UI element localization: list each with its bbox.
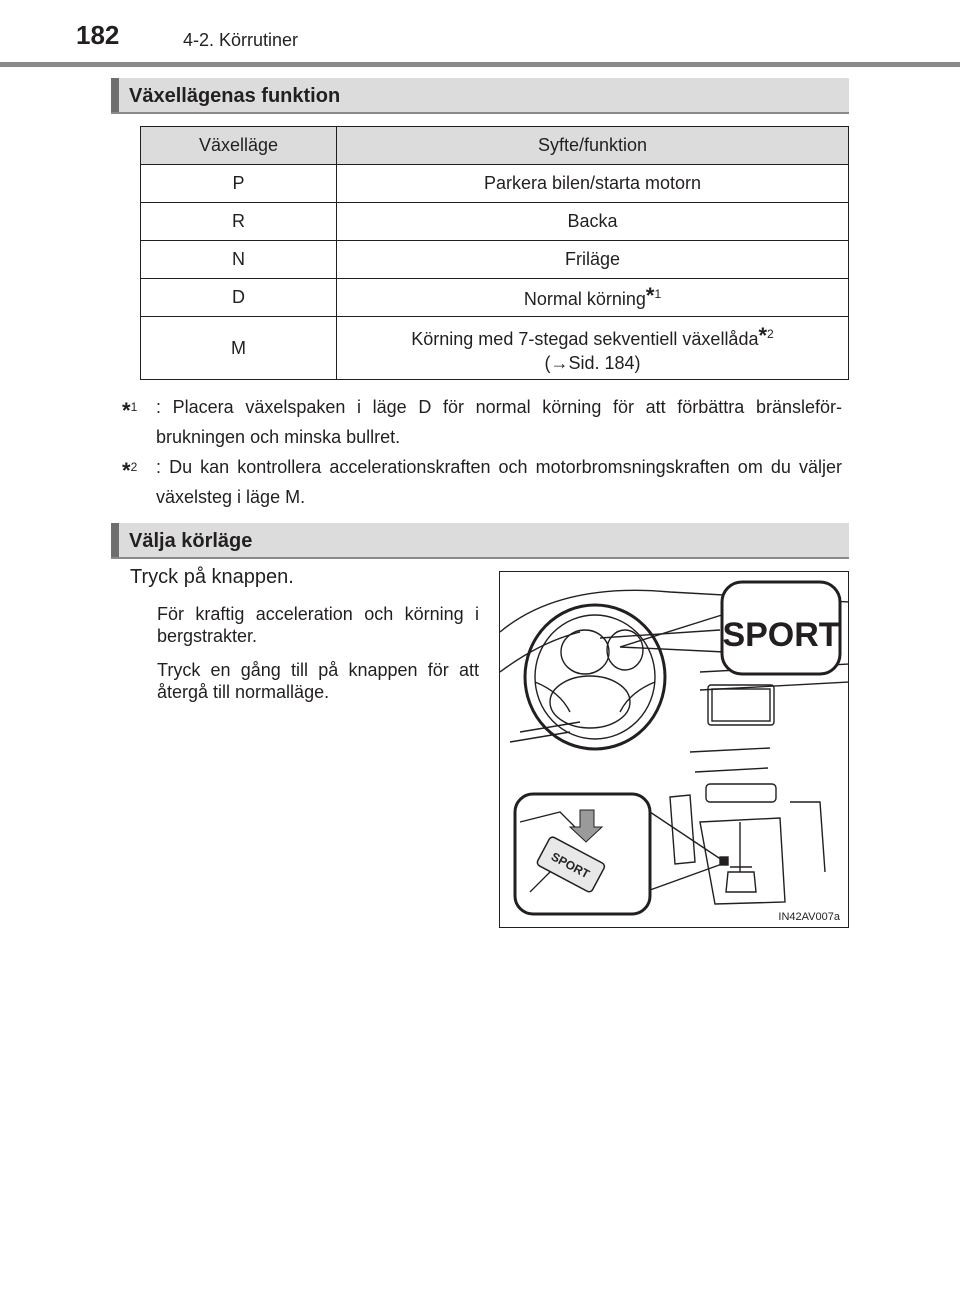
- figure-id: IN42AV007a: [778, 911, 840, 923]
- center-display: [708, 685, 774, 725]
- footnote-star: *: [122, 398, 131, 423]
- center-console: [700, 818, 785, 904]
- table-header-row: [141, 127, 849, 165]
- table-row: [141, 317, 849, 380]
- footnote-marker: [122, 392, 137, 427]
- footnote-marker: [122, 452, 137, 487]
- gear-function-cell: [337, 279, 849, 317]
- footnote-ref: 1: [654, 286, 662, 301]
- page-number: 182: [76, 20, 120, 50]
- gear-function: Parkera bilen/starta motorn: [337, 165, 849, 203]
- section-accent: [111, 78, 119, 112]
- paragraph: Tryck en gång till på knappen för att återgå till normalläge.: [157, 660, 479, 702]
- gear-position: D: [141, 279, 337, 317]
- paragraph: För kraftig acceleration och körning i bergstrakter.: [157, 604, 479, 646]
- section-title: Välja körläge: [129, 530, 253, 552]
- section-heading-drive-mode: [111, 523, 849, 559]
- gear-position: P: [141, 165, 337, 203]
- callout-label: SPORT: [722, 616, 840, 654]
- button-label: SPORT: [548, 849, 592, 882]
- footnote-number: 1: [130, 400, 138, 414]
- footnote-star: *: [758, 322, 768, 348]
- gear-function: Körning med 7-stegad sekventiell växellåda: [411, 328, 759, 349]
- gear-function: Friläge: [337, 241, 849, 279]
- gear-position-table: [140, 126, 849, 380]
- column-header: Syfte/funktion: [337, 127, 849, 165]
- table-row: [141, 203, 849, 241]
- footnote-number: 2: [130, 460, 138, 474]
- section-title: Växellägenas funktion: [129, 85, 341, 107]
- sport-button-illustration: [499, 571, 849, 928]
- instruction-step: Tryck på knappen.: [130, 566, 294, 588]
- gear-position: N: [141, 241, 337, 279]
- footnote-star: *: [122, 458, 131, 483]
- table-row: [141, 165, 849, 203]
- gear-position: R: [141, 203, 337, 241]
- footnote-ref: 2: [767, 326, 774, 341]
- footnote-text: : Placera växelspaken i läge D för normal körning för att förbättra bränsleför-brukningen och minska bullret.: [156, 397, 842, 447]
- table-row: [141, 241, 849, 279]
- footnote: [122, 392, 842, 452]
- footnote-text: : Du kan kontrollera accelerationskraften och motorbromsningskraften om du väljer växelsteg i läge M.: [156, 457, 842, 507]
- section-heading-gear-positions: [111, 78, 849, 114]
- table-row: [141, 279, 849, 317]
- footnote: [122, 452, 842, 512]
- column-header: Växelläge: [141, 127, 337, 165]
- page-reference-link[interactable]: (→Sid. 184): [544, 352, 641, 373]
- gear-function: Normal körning: [523, 288, 646, 309]
- gear-position: M: [141, 317, 337, 380]
- header-divider: [0, 62, 960, 67]
- gear-function: Backa: [337, 203, 849, 241]
- section-accent: [111, 523, 119, 557]
- chapter-title: 4-2. Körrutiner: [183, 30, 299, 50]
- footnote-star: *: [645, 282, 655, 308]
- gear-function-cell: [337, 317, 849, 380]
